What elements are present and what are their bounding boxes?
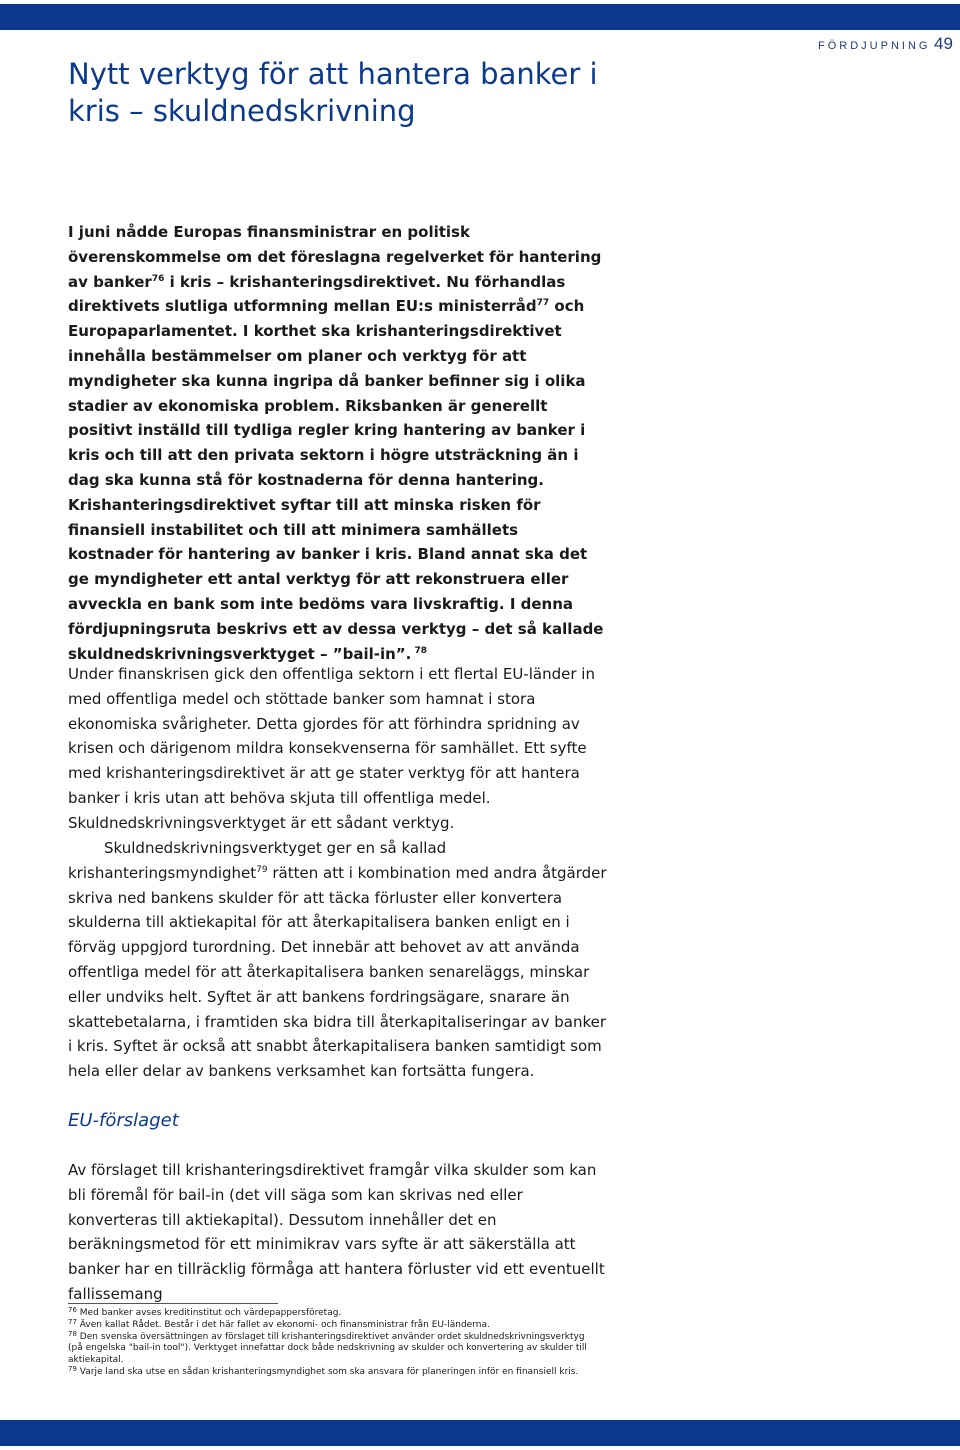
- lead-text-2: i kris – krishanteringsdirektivet. Nu förhandlas direktivets slutliga utformning mellan EU:s ministerråd: [68, 272, 566, 316]
- section-label: FÖRDJUPNING: [818, 40, 931, 52]
- footnote-text: Med banker avses kreditinstitut och värdepappersföretag.: [76, 1308, 342, 1318]
- footnote-79: [68, 1364, 593, 1379]
- body2-text-1: Skuldnedskrivningsverktyget ger en så kallad krishanteringsmyndighet: [68, 839, 447, 882]
- lead-text-3: och Europaparlamentet. I korthet ska krishanteringsdirektivet innehålla bestämmelser om planer och verktyg för att myndigheter ska kunna ingripa då banker befinner sig i olika stadier av ekonomiska problem. Riksbanken är generellt positivt inställd till tydliga regler kring hantering av banker i kris och till att den privata sektorn i högre utsträckning än i dag ska kunna stå för kostnaderna för denna hantering. Krishanteringsdirektivet syftar till att minska risken för finansiell instabilitet och till att minimera samhällets kostnader för hantering av banker i kris. Bland annat ska det ge myndigheter ett antal verktyg för att rekonstruera eller avveckla en bank som inte bedöms vara livskraftig. I denna fördjupningsruta beskrivs ett av dessa verktyg – det så kallade skuldnedskrivningsverktyget – ”bail-in”.: [68, 297, 604, 663]
- lead-paragraph: [68, 220, 608, 666]
- footnote-text: Även kallat Rådet. Består i det här fallet av ekonomi- och finansministrar från EU-länderna.: [76, 1319, 490, 1330]
- footnote-78: [68, 1329, 593, 1367]
- footnote-number: 76: [68, 1306, 77, 1314]
- footnote-77: [68, 1317, 593, 1332]
- footnote-ref-77: 77: [536, 298, 550, 309]
- footnotes: [68, 1308, 593, 1379]
- footnote-ref-79: 79: [256, 864, 268, 875]
- footnote-ref-76: 76: [151, 273, 165, 284]
- body2-text-2: rätten att i kombination med andra åtgärder skriva ned bankens skulder för att täcka förluster eller konvertera skulderna till aktiekapital för att återkapitalisera banken enligt en i förväg uppgjord turordning. Det innebär att behovet av att använda offentliga medel för att återkapitalisera banken senareläggs, minskar eller undviks helt. Syftet är att bankens fordringsägare, snarare än skattebetalarna, i framtiden ska bidra till återkapitaliseringar av banker i kris. Syftet är också att snabbt återkapitalisera banken samtidigt som hela eller delar av bankens verksamhet kan fortsätta fungera.: [68, 863, 607, 1081]
- footnote-number: 77: [68, 1317, 77, 1326]
- body-paragraph-3: Av förslaget till krishanteringsdirektivet framgår vilka skulder som kan bli föremål för bail-in (det vill säga som kan skrivas ned eller konverteras till aktiekapital). Dessutom innehåller det en beräkningsmetod för ett minimikrav vars syfte är att säkerställa att banker har en tillräcklig förmåga att hantera förluster vid ett eventuellt fallissemang: [68, 1161, 605, 1303]
- footnote-number: 78: [68, 1329, 77, 1338]
- section-heading: EU-förslaget: [68, 1110, 179, 1131]
- bottom-color-bar: [0, 1420, 960, 1446]
- footnote-divider: [68, 1303, 278, 1304]
- footnote-76: [68, 1308, 593, 1320]
- lead-text-1: I juni nådde Europas finansministrar en politisk överenskommelse om det föreslagna regelverket för hantering av banker: [68, 223, 602, 291]
- footnote-text: Den svenska översättningen av förslaget till krishanteringsdirektivet använder ordet skuldnedskrivningsverktyg (på engelska "bail-in tool"). Verktyget innefattar dock både nedskrivning av skulder och konvertering av skulder till aktiekapital.: [68, 1331, 587, 1366]
- page-number: 49: [934, 34, 953, 53]
- body-paragraph-2: [68, 836, 608, 1084]
- footnote-text: Varje land ska utse en sådan krishanteringsmyndighet som ska ansvara för planeringen inför en finansiell kris.: [76, 1366, 579, 1377]
- footnote-number: 79: [68, 1364, 77, 1373]
- page-title: Nytt verktyg för att hantera banker i kris – skuldnedskrivning: [68, 57, 598, 128]
- footnote-ref-78: 78: [411, 645, 428, 656]
- top-color-bar: [0, 4, 960, 30]
- body-paragraph-1: Under finanskrisen gick den offentliga sektorn i ett flertal EU-länder in med offentliga medel och stöttade banker som hamnat i stora ekonomiska svårigheter. Detta gjordes för att förhindra spridning av krisen och därigenom mildra konsekvenserna för samhället. Ett syfte med krishanteringsdirektivet är att ge stater verktyg för att hantera banker i kris utan att behöva skjuta till offentliga medel. Skuldnedskrivningsverktyget är ett sådant verktyg.: [68, 665, 595, 832]
